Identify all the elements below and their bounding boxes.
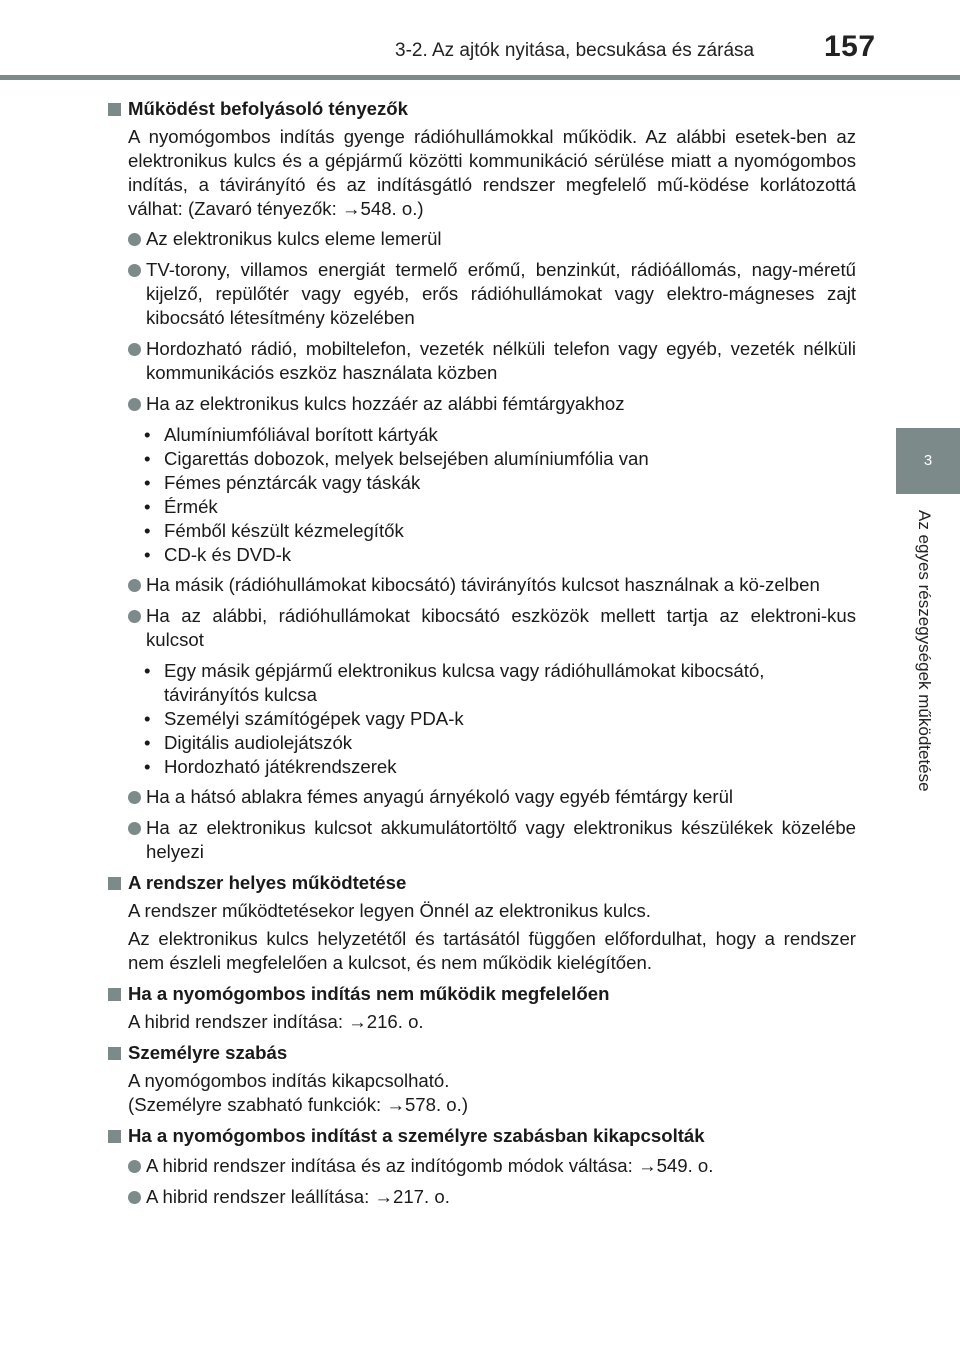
page-number: 157 — [824, 30, 876, 63]
bullet-item: TV-torony, villamos energiát termelő erőmű, benzinkút, rádióállomás, nagy-méretű kijelző, repülőtér vagy egyéb, erős rádióhullámokat vagy elektro-mágneses zajt kibocsátó létesítmény közelében — [108, 258, 856, 330]
square-marker-icon — [108, 877, 121, 890]
sub-list-item: • Fémes pénztárcák vagy táskák — [144, 472, 421, 493]
round-bullet-icon — [128, 791, 141, 804]
round-bullet-icon — [128, 398, 141, 411]
sub-list-item: • Digitális audiolejátszók — [144, 732, 353, 753]
round-bullet-icon — [128, 1160, 141, 1173]
round-bullet-icon — [128, 264, 141, 277]
round-bullet-icon — [128, 579, 141, 592]
bullet-item: Az elektronikus kulcs eleme lemerül — [108, 227, 856, 251]
square-marker-icon — [108, 103, 121, 116]
sub-list-item: • Alumíniumfóliával borított kártyák — [144, 424, 438, 445]
bullet-item: Ha a hátsó ablakra fémes anyagú árnyékoló vagy egyéb fémtárgy kerül — [108, 785, 856, 809]
round-bullet-icon — [128, 610, 141, 623]
bullet-item: Ha az alábbi, rádióhullámokat kibocsátó eszközök mellett tartja az elektroni-kus kulcsot — [108, 604, 856, 652]
round-bullet-icon — [128, 822, 141, 835]
round-bullet-icon — [128, 233, 141, 246]
chapter-label: Az egyes részegységek működtetése — [915, 510, 934, 792]
sub-list-item: • Egy másik gépjármű elektronikus kulcsa vagy rádióhullámokat kibocsátó, távirányítós kulcsa — [144, 660, 765, 705]
paragraph: A nyomógombos indítás kikapcsolható. — [128, 1070, 450, 1091]
sub-list-item: • Fémből készült kézmelegítők — [144, 520, 404, 541]
heading-correct-operation: A rendszer helyes működtetése — [108, 871, 856, 895]
paragraph: A hibrid rendszer indítása: →216. o. — [128, 1011, 424, 1032]
bullet-item: Ha az elektronikus kulcsot akkumulátortöltő vagy elektronikus készülékek közelébe helyezi — [108, 816, 856, 864]
sub-list-item: • Hordozható játékrendszerek — [144, 756, 397, 777]
bullet-item: A hibrid rendszer leállítása: →217. o. — [108, 1185, 856, 1209]
page-content — [108, 90, 856, 1216]
heading-disabled-by-customization: Ha a nyomógombos indítást a személyre szabásban kikapcsolták — [108, 1124, 856, 1148]
square-marker-icon — [108, 1130, 121, 1143]
round-bullet-icon — [128, 343, 141, 356]
bullet-item: A hibrid rendszer indítása és az indítógomb módok váltása: →549. o. — [108, 1154, 856, 1178]
round-bullet-icon — [128, 1191, 141, 1204]
header-rule — [0, 75, 960, 80]
paragraph: A nyomógombos indítás gyenge rádióhullámokkal működik. Az alábbi esetek-ben az elektronikus kulcs és a gépjármű közötti kommunikáció sérülése miatt a nyomógombos indítás, a távirányító és az indításgátló rendszer megfelelő mű-ködése korlátozottá válhat: (Zavaró tényezők: →548. o.) — [128, 126, 856, 219]
heading-operating-factors: Működést befolyásoló tényezők — [108, 97, 856, 121]
chapter-tab: 3 — [896, 428, 960, 494]
heading-not-working: Ha a nyomógombos indítás nem működik megfelelően — [108, 982, 856, 1006]
section-title: 3-2. Az ajtók nyitása, becsukása és zárása — [395, 40, 755, 61]
square-marker-icon — [108, 988, 121, 1001]
sub-list-item: • Személyi számítógépek vagy PDA-k — [144, 708, 464, 729]
paragraph: Az elektronikus kulcs helyzetétől és tartásától függően előfordulhat, hogy a rendszer nem észleli megfelelően a kulcsot, és nem működik kielégítően. — [128, 928, 856, 973]
sub-list-item: • CD-k és DVD-k — [144, 544, 292, 565]
bullet-item: Hordozható rádió, mobiltelefon, vezeték nélküli telefon vagy egyéb, vezeték nélküli kommunikációs eszköz használata közben — [108, 337, 856, 385]
sub-list-item: • Cigarettás dobozok, melyek belsejében alumíniumfólia van — [144, 448, 649, 469]
paragraph: (Személyre szabható funkciók: →578. o.) — [128, 1094, 469, 1115]
bullet-item: Ha az elektronikus kulcs hozzáér az alábbi fémtárgyakhoz — [108, 392, 856, 416]
sub-list-item: • Érmék — [144, 496, 218, 517]
bullet-item: Ha másik (rádióhullámokat kibocsátó) távirányítós kulcsot használnak a kö-zelben — [108, 573, 856, 597]
heading-customization: Személyre szabás — [108, 1041, 856, 1065]
paragraph: A rendszer működtetésekor legyen Önnél az elektronikus kulcs. — [128, 900, 651, 921]
square-marker-icon — [108, 1047, 121, 1060]
